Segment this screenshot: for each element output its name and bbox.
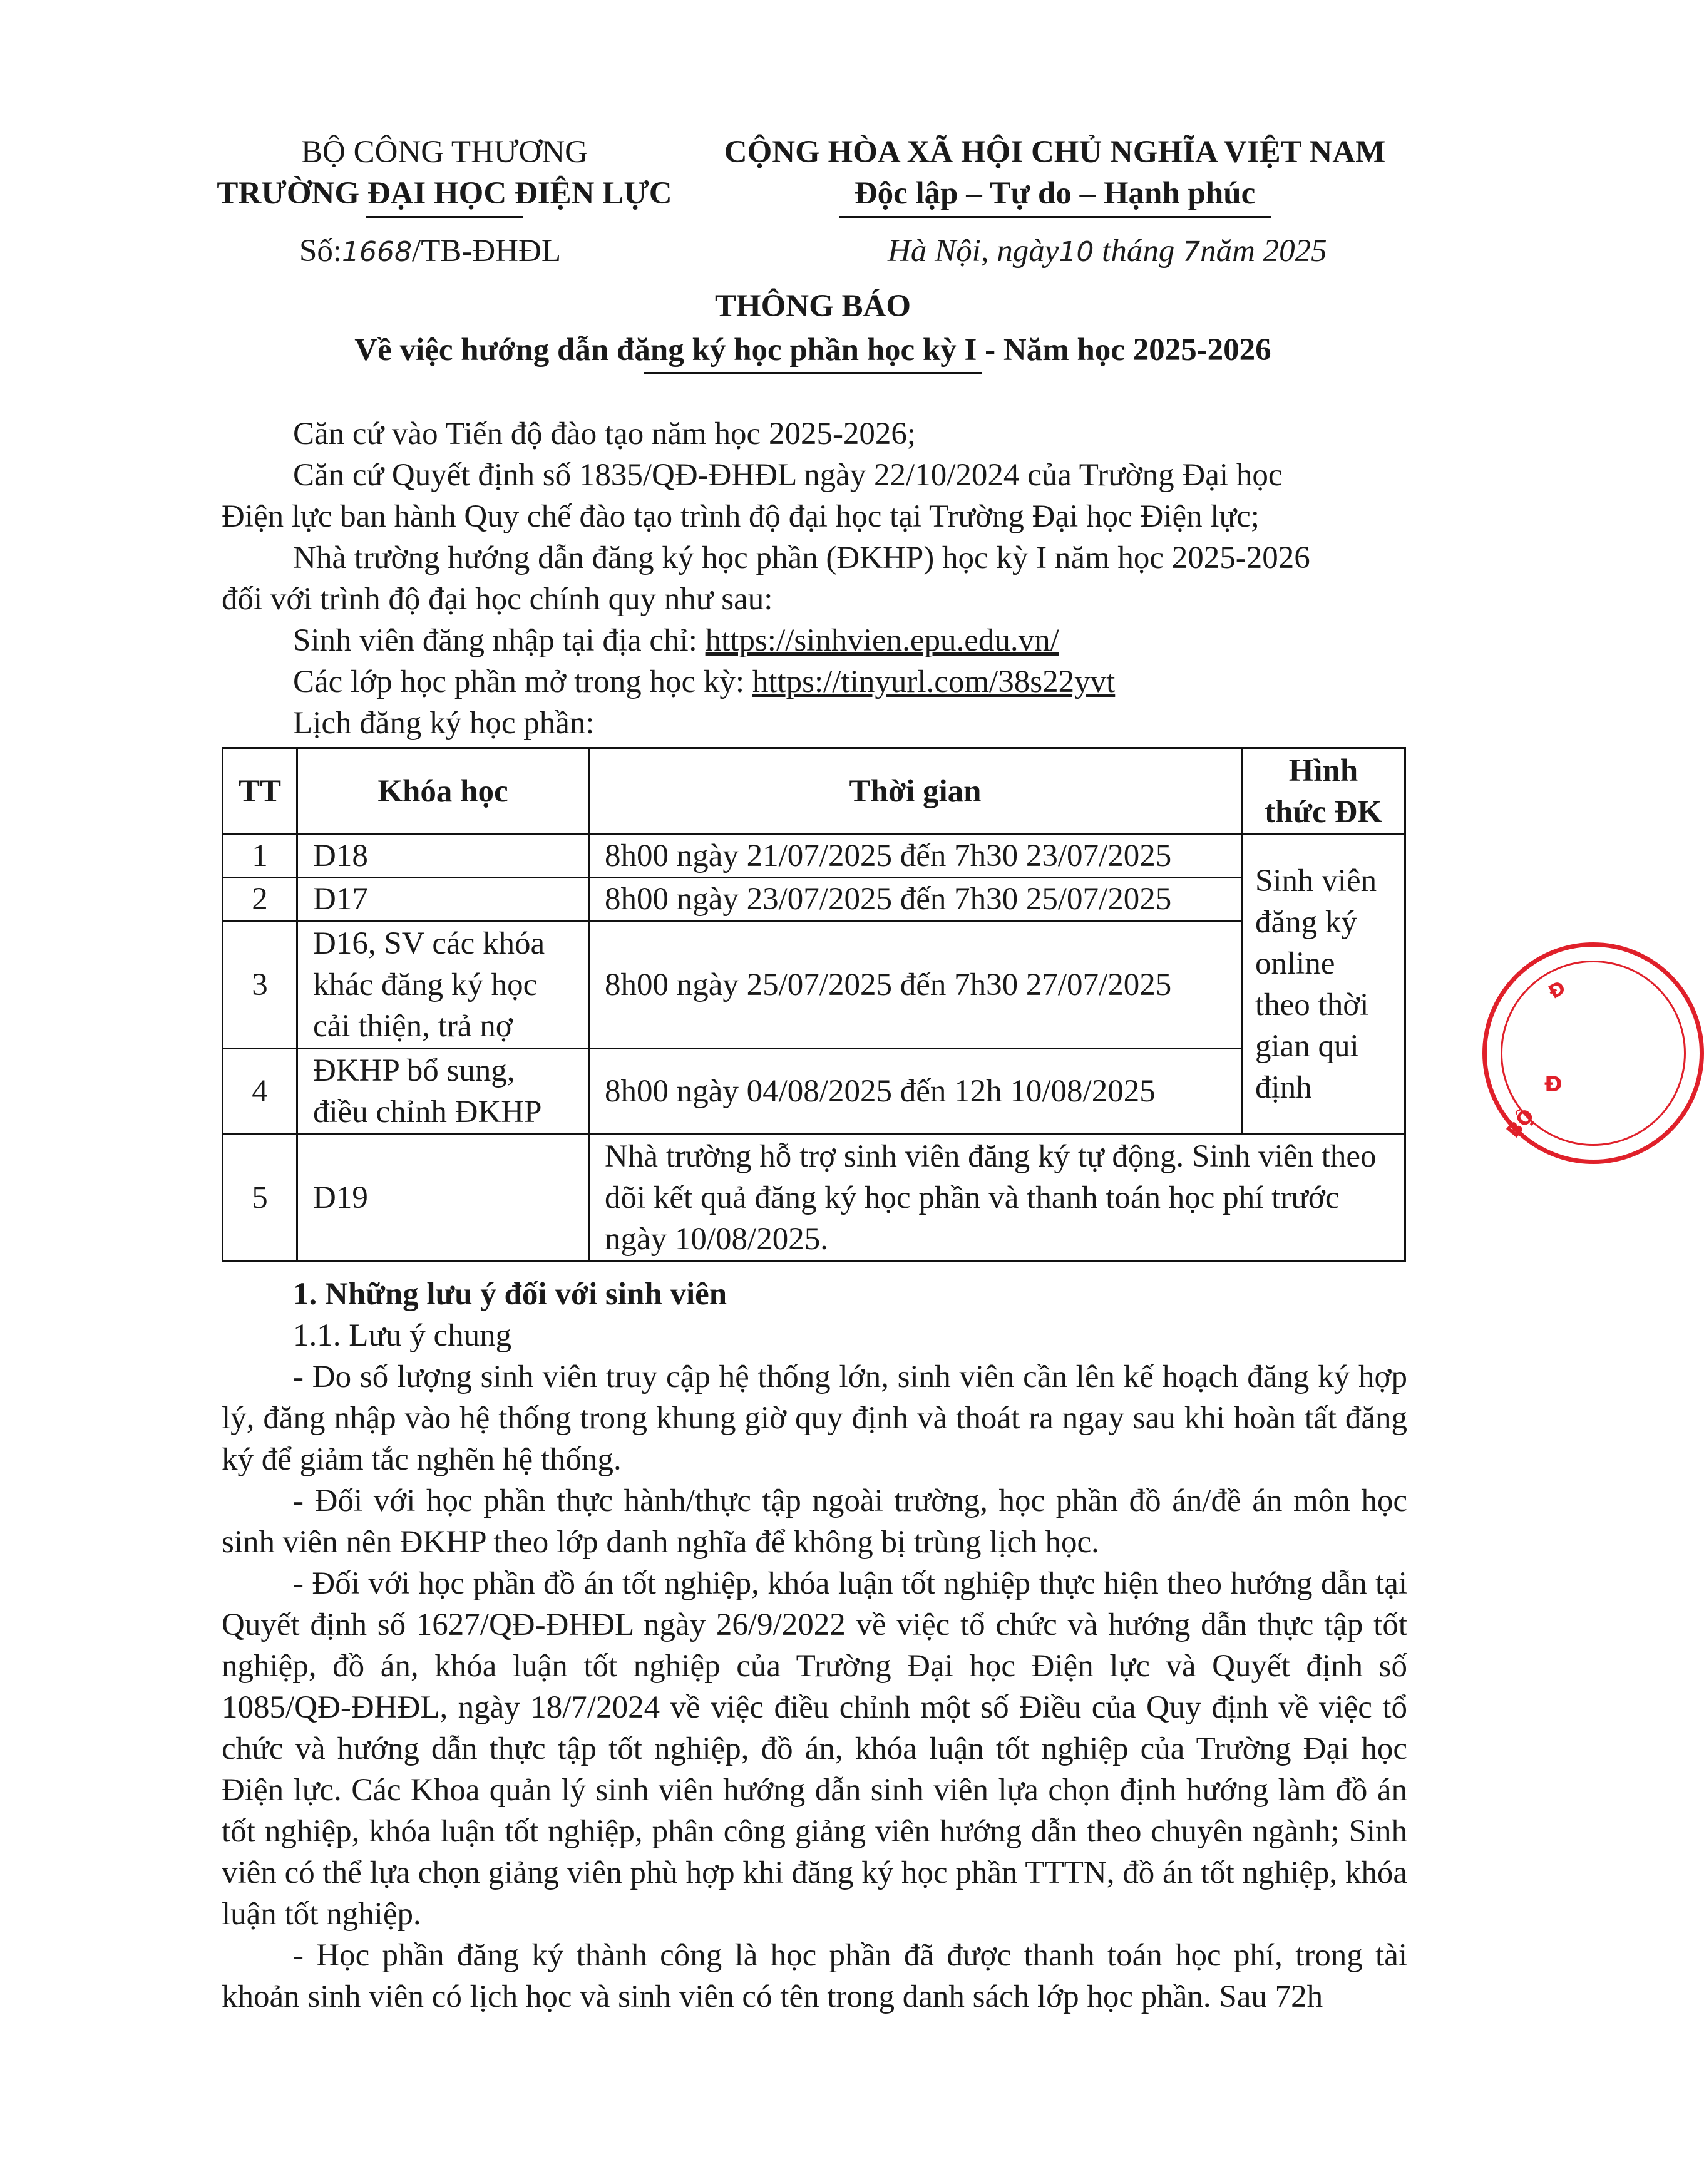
header-course: Khóa học [297, 748, 589, 835]
login-link[interactable]: https://sinhvien.epu.edu.vn/ [705, 623, 1059, 658]
row-course: D19 [297, 1134, 589, 1262]
registration-method [1242, 835, 1405, 1134]
login-label: Sinh viên đăng nhập tại địa chỉ: [293, 623, 706, 658]
note-paragraph-2: - Đối với học phần thực hành/thực tập ngoài trường, học phần đồ án/đề án môn học sinh viên nên ĐKHP theo lớp danh nghĩa để không bị trùng lịch học. [222, 1483, 1407, 1560]
official-seal [1482, 942, 1704, 1164]
row-course: D18 [297, 835, 589, 878]
seal-text: BỘ [1502, 1105, 1539, 1143]
basis-2-line-2: Điện lực ban hành Quy chế đào tạo trình độ đại học tại Trường Đại học Điện lực; [222, 499, 1260, 534]
classes-link[interactable]: https://tinyurl.com/38s22yvt [752, 664, 1116, 699]
header-method-line-2: thức ĐK [1265, 794, 1382, 830]
guide-line-1: Nhà trường hướng dẫn đăng ký học phần (ĐKHP) học kỳ I năm học 2025-2026 [293, 540, 1310, 575]
month-handwritten: 7 [1183, 236, 1201, 268]
method-line: định [1255, 1069, 1312, 1105]
method-line: gian qui [1255, 1028, 1359, 1064]
table-row [223, 1134, 1405, 1262]
table-row [223, 835, 1405, 878]
seal-text: Đ [1544, 977, 1570, 1004]
method-line: Sinh viên [1255, 863, 1377, 899]
classes-label: Các lớp học phần mở trong học kỳ: [293, 664, 752, 699]
row-time: Nhà trường hỗ trợ sinh viên đăng ký tự động. Sinh viên theo dõi kết quả đăng ký học phần và thanh toán học phí trước ngày 10/08/2025. [589, 1134, 1405, 1262]
row-time: 8h00 ngày 21/07/2025 đến 7h30 23/07/2025 [589, 835, 1242, 878]
header-method-line-1: Hình [1288, 753, 1358, 788]
classes-line [293, 661, 1407, 703]
school-underline [366, 216, 523, 218]
document-subtitle: Về việc hướng dẫn đăng ký học phần học kỳ I - Năm học 2025-2026 [354, 332, 1271, 368]
issue-date [888, 230, 1401, 273]
month-prefix: tháng [1102, 234, 1175, 269]
guide-line-2: đối với trình độ đại học chính quy như sau: [222, 582, 773, 617]
method-line: online [1255, 945, 1335, 981]
number-prefix: Số: [299, 234, 342, 269]
date-prefix: Hà Nội, ngày [888, 234, 1059, 269]
course-line: điều chỉnh ĐKHP [313, 1094, 542, 1130]
document-number [299, 230, 650, 273]
schedule-table [222, 747, 1406, 1262]
ministry-name: BỘ CÔNG THƯƠNG [301, 135, 588, 170]
course-line: ĐKHP bổ sung, [313, 1053, 515, 1088]
school-name: TRƯỜNG ĐẠI HỌC ĐIỆN LỰC [217, 176, 672, 211]
seal-text: Đ [1544, 1072, 1563, 1097]
section-1-heading: 1. Những lưu ý đối với sinh viên [293, 1277, 727, 1312]
course-line: D16, SV các khóa [313, 925, 545, 961]
note-paragraph-3: - Đối với học phần đồ án tốt nghiệp, khóa luận tốt nghiệp thực hiện theo hướng dẫn tại Quyết định số 1627/QĐ-ĐHĐL ngày 26/9/2022 về việc tổ chức và hướng dẫn thực tập tốt nghiệp, đồ án, khóa luận tốt nghiệp của Trường Đại học Điện lực và Quyết định số 1085/QĐ-ĐHĐL, ngày 18/7/2024 về việc điều chỉnh một số Điều của Quy định về việc tổ chức và hướng dẫn thực tập tốt nghiệp, đồ án, khóa luận tốt nghiệp của Trường Đại học Điện lực. Các Khoa quản lý sinh viên hướng dẫn sinh viên lựa chọn định hướng làm đồ án tốt nghiệp, khóa luận tốt nghiệp, phân công giảng viên hướng dẫn theo chuyên ngành; Sinh viên có thể lựa chọn giảng viên phù hợp khi đăng ký học phần TTTN, đồ án tốt nghiệp, khóa luận tốt nghiệp. [222, 1566, 1407, 1932]
row-tt: 1 [223, 835, 297, 878]
row-tt: 5 [223, 1134, 297, 1262]
note-paragraph-4: - Học phần đăng ký thành công là học phần đã được thanh toán học phí, trong tài khoản sinh viên có lịch học và sinh viên có tên trong danh sách lớp học phần. Sau 72h [222, 1938, 1407, 2014]
row-tt: 3 [223, 921, 297, 1049]
header-method [1242, 748, 1405, 835]
motto-underline [839, 216, 1271, 218]
method-line: theo thời [1255, 987, 1369, 1022]
row-tt: 2 [223, 878, 297, 921]
course-line: cải thiện, trả nợ [313, 1008, 513, 1044]
year-part: năm 2025 [1200, 234, 1327, 269]
number-suffix: /TB-ĐHĐL [412, 234, 561, 269]
row-course [297, 921, 589, 1049]
basis-1: Căn cứ vào Tiến độ đào tạo năm học 2025-2026; [293, 416, 916, 451]
table-row [223, 921, 1405, 1049]
method-line: đăng ký [1255, 904, 1357, 940]
document-title: THÔNG BÁO [714, 289, 911, 324]
table-row [223, 878, 1405, 921]
basis-2-line-1: Căn cứ Quyết định số 1835/QĐ-ĐHĐL ngày 22/10/2024 của Trường Đại học [293, 458, 1283, 493]
schedule-label: Lịch đăng ký học phần: [293, 706, 595, 741]
header-time: Thời gian [589, 748, 1242, 835]
row-time: 8h00 ngày 25/07/2025 đến 7h30 27/07/2025 [589, 921, 1242, 1049]
republic-name: CỘNG HÒA XÃ HỘI CHỦ NGHĨA VIỆT NAM [724, 135, 1386, 170]
national-motto: Độc lập – Tự do – Hạnh phúc [854, 176, 1256, 211]
table-row [223, 1049, 1405, 1134]
login-line [293, 620, 1407, 661]
day-handwritten: 10 [1059, 236, 1094, 268]
row-tt: 4 [223, 1049, 297, 1134]
row-course: D17 [297, 878, 589, 921]
table-header-row [223, 748, 1405, 835]
number-handwritten: 1668 [342, 236, 413, 268]
subtitle-underline [644, 372, 982, 374]
section-1-1-heading: 1.1. Lưu ý chung [293, 1318, 512, 1353]
row-time: 8h00 ngày 04/08/2025 đến 12h 10/08/2025 [589, 1049, 1242, 1134]
course-line: khác đăng ký học [313, 967, 538, 1002]
row-course [297, 1049, 589, 1134]
header-tt: TT [223, 748, 297, 835]
note-paragraph-1: - Do số lượng sinh viên truy cập hệ thống lớn, sinh viên cần lên kế hoạch đăng ký hợp lý, đăng nhập vào hệ thống trong khung giờ quy định và thoát ra ngay sau khi hoàn tất đăng ký để giảm tắc nghẽn hệ thống. [222, 1359, 1407, 1477]
row-time: 8h00 ngày 23/07/2025 đến 7h30 25/07/2025 [589, 878, 1242, 921]
